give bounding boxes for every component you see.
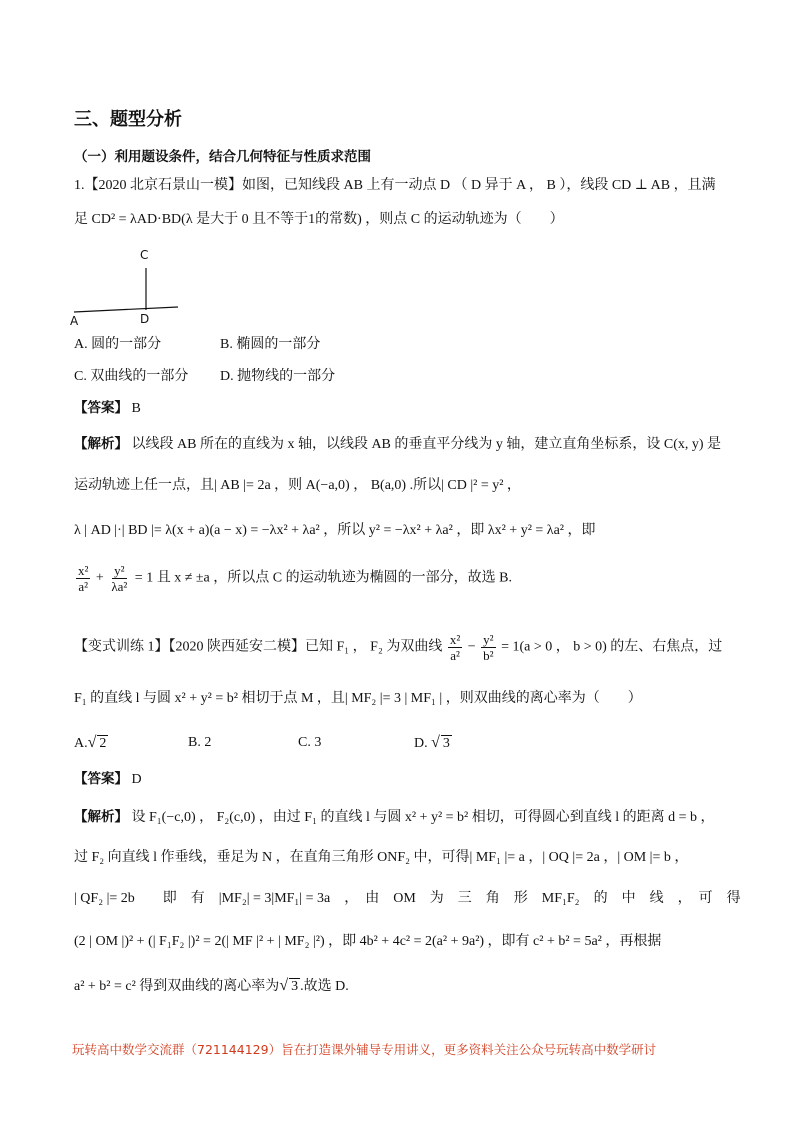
v1-option-a-radicand: 2 — [99, 736, 107, 751]
fraction-x2-a2 — [76, 563, 90, 594]
frac-den: λa² — [111, 579, 128, 594]
q1-option-b: B. 椭圆的一部分 — [220, 337, 321, 352]
v1-stem-line1 — [74, 632, 722, 663]
q1-analysis-label: 【解析】 — [74, 436, 128, 452]
segment-ab — [74, 307, 178, 312]
v1-analysis-line5: a² + b² = c² 得到双曲线的离心率为√ 3 .故选 D. — [74, 977, 349, 994]
q1-stem-line2: 足 CD² = λAD·BD(λ 是大于 0 且不等于1的常数) ，则点 C 的运动轨迹为（ ） — [74, 212, 564, 227]
v1-stem-line2: F₁ 的直线 l 与圆 x² + y² = b² 相切于点 M ，且| MF₂ |= 3 | MF₁ | ，则双曲线的离心率为（ ） — [74, 691, 642, 706]
q1-analysis-text1: 以线段 AB 所在的直线为 x 轴，以线段 AB 的垂直平分线为 y 轴，建立直角坐标系，设 C(x, y) 是 — [131, 437, 722, 452]
q1-answer-label: 【答案】 — [74, 400, 128, 416]
v1-option-d-radicand: 3 — [442, 736, 450, 751]
v1-answer — [74, 769, 142, 790]
footer-promo: 玩转高中数学交流群（721144129）旨在打造课外辅导专用讲义，更多资料关注公众号玩转高中数学研讨 — [72, 1042, 657, 1057]
frac-num: x² — [78, 563, 89, 578]
section-title: 三、题型分析 — [74, 109, 182, 130]
v1-option-c: C. 3 — [298, 735, 322, 750]
v1-analysis-text5-end: .故选 D. — [300, 979, 349, 994]
v1-answer-value: D — [131, 772, 142, 787]
v1-stem-prefix: 【变式训练 1】【2020 陕西延安二模】已知 F₁ ， F₂ 为双曲线 — [74, 639, 443, 655]
frac-den: b² — [483, 648, 494, 663]
q1-option-d: D. 抛物线的一部分 — [220, 369, 336, 384]
frac-den: a² — [78, 579, 89, 594]
v1-option-a-prefix: A. — [74, 736, 88, 751]
q1-analysis-line3: λ | AD |·| BD |= λ(x + a)(a − x) = −λx² + λa² ，所以 y² = −λx² + λa² ，即 λx² + y² = λa² ，即 — [74, 523, 596, 538]
q1-analysis-line4 — [74, 563, 512, 594]
frac-num: x² — [449, 632, 461, 647]
v1-option-a: A.√ 2 — [74, 734, 107, 751]
v1-option-b: B. 2 — [188, 735, 212, 750]
point-a-label: A — [70, 314, 79, 328]
q1-analysis-text4: = 1 且 x ≠ ±a ，所以点 C 的运动轨迹为椭圆的一部分，故选 B. — [134, 570, 512, 586]
q1-answer — [74, 398, 141, 419]
q1-option-a: A. 圆的一部分 — [74, 337, 162, 352]
q1-stem-line1: 1.【2020 北京石景山一模】如图，已知线段 AB 上有一动点 D （ D 异于 A ， B ），线段 CD ⊥ AB ，且满 — [74, 178, 716, 193]
v1-option-d: D. √ 3 — [414, 734, 450, 751]
plus-sign: + — [95, 570, 104, 586]
q1-figure — [66, 245, 196, 330]
frac-num: y² — [483, 632, 494, 647]
v1-analysis-text5: a² + b² = c² 得到双曲线的离心率为 — [74, 979, 280, 994]
v1-analysis-line4: (2 | OM |)² + (| F₁F₂ |)² = 2(| MF |² + | MF₂ |²) ，即 4b² + 4c² = 2(a² + 9a²) ，即有 c² + b² = 5a² ，再根据 — [74, 934, 662, 949]
point-d-label: D — [140, 312, 150, 326]
v1-analysis-line3: | QF₂ |= 2b 即 有 |MF₂| = 3|MF₁| = 3a ， 由 OM 为 三 角 形 MF₁F₂ 的 中 线 ， 可 得 — [74, 891, 741, 906]
point-c-label: C — [140, 248, 149, 262]
frac-num: y² — [114, 563, 125, 578]
subsection-title: （一）利用题设条件，结合几何特征与性质求范围 — [74, 149, 371, 165]
q1-analysis-line2: 运动轨迹上任一点，且| AB |= 2a ，则 A(−a,0) ， B(a,0) .所以| CD |² = y² ， — [74, 478, 521, 493]
v1-stem-suffix: = 1(a > 0 ， b > 0) 的左、右焦点，过 — [501, 639, 723, 655]
minus-sign: − — [467, 639, 476, 655]
fraction-x2-a2 — [448, 632, 462, 663]
frac-den: a² — [450, 648, 460, 663]
fraction-y2-b2 — [481, 632, 495, 663]
v1-analysis-line2: 过 F₂ 向直线 l 作垂线，垂足为 N ，在直角三角形 ONF₂ 中，可得| MF₁ |= a ，| OQ |= 2a ，| OM |= b ， — [74, 850, 689, 865]
v1-analysis-label: 【解析】 — [74, 809, 128, 825]
v1-analysis-line1 — [74, 807, 715, 828]
q1-answer-value: B — [131, 401, 141, 416]
fraction-y2-lambda-a2 — [109, 563, 129, 594]
v1-analysis-text1: 设 F₁(−c,0) ， F₂(c,0) ，由过 F₁ 的直线 l 与圆 x² + y² = b² 相切，可得圆心到直线 l 的距离 d = b ， — [131, 810, 715, 825]
v1-answer-label: 【答案】 — [74, 771, 128, 787]
v1-option-d-prefix: D. — [414, 736, 428, 751]
q1-option-c: C. 双曲线的一部分 — [74, 369, 189, 384]
v1-analysis-radicand: 3 — [291, 979, 299, 994]
q1-analysis-line1 — [74, 434, 721, 455]
